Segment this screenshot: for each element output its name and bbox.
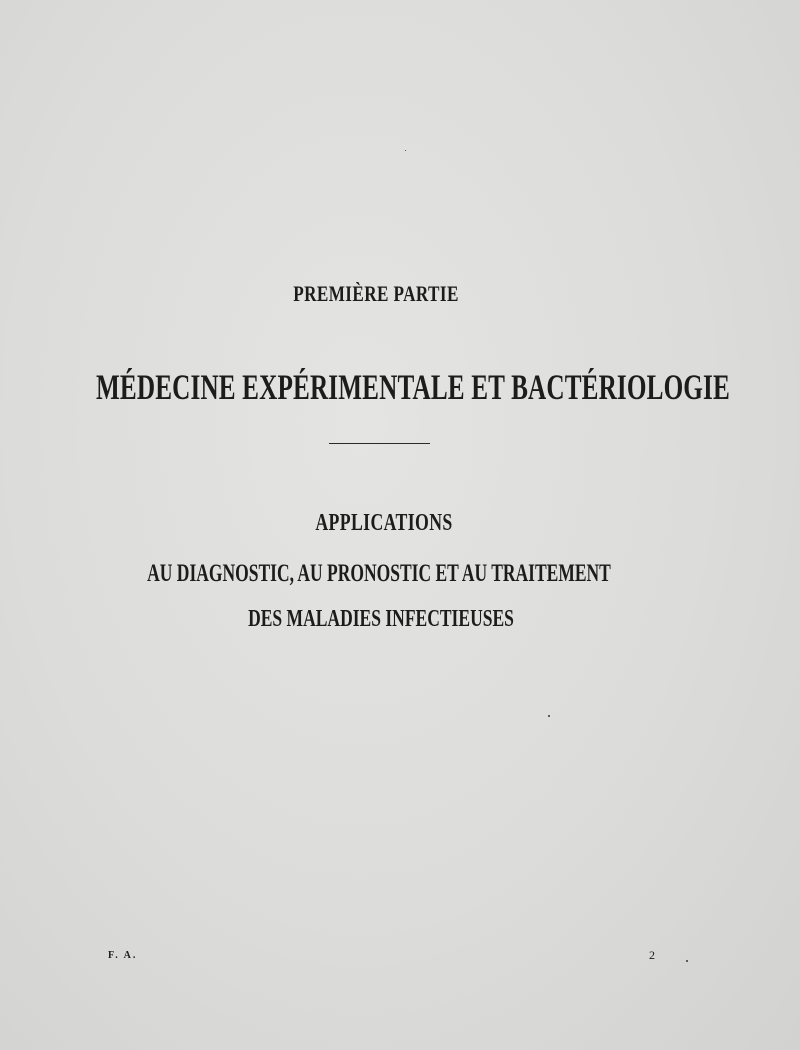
subtitle-line-3: DES MALADIES INFECTIEUSES [248, 606, 514, 632]
title-divider-rule [329, 443, 430, 444]
main-title: MÉDECINE EXPÉRIMENTALE ET BACTÉRIOLOGIE [96, 367, 730, 407]
paper-speck [686, 960, 688, 962]
paper-speck [405, 150, 406, 151]
subtitle-line-1: APPLICATIONS [315, 510, 453, 536]
paper-speck [548, 715, 550, 717]
signature-mark: F. A. [108, 950, 138, 961]
part-title: PREMIÈRE PARTIE [293, 281, 459, 306]
subtitle-line-2: AU DIAGNOSTIC, AU PRONOSTIC ET AU TRAITEMENT [147, 560, 611, 587]
signature-number: 2 [649, 948, 655, 962]
show-through-text [60, 252, 740, 278]
